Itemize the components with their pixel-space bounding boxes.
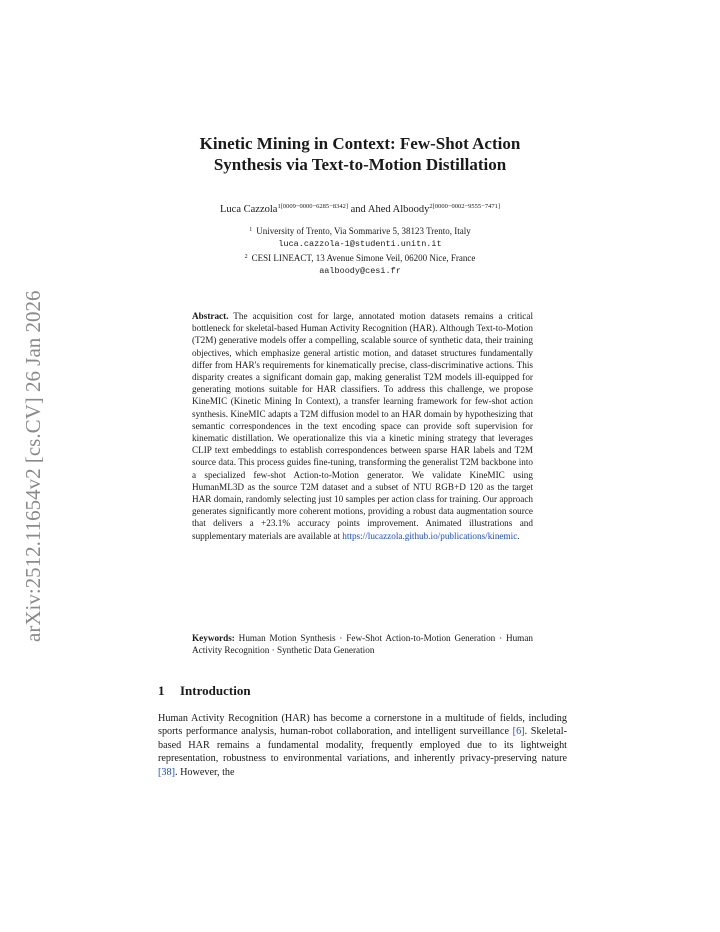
author-conjunction: and (348, 204, 368, 215)
affiliation-2-address: CESI LINEACT, 13 Avenue Simone Veil, 06200 Nice, France (251, 253, 476, 263)
author-name-1: Luca Cazzola (220, 204, 278, 215)
section-heading-introduction (158, 683, 251, 699)
keywords-label: Keywords: (192, 633, 235, 643)
citation-6[interactable]: [6] (512, 726, 525, 738)
abstract-end: . (517, 530, 520, 541)
affiliation-2-email[interactable]: aalboody@cesi.fr (319, 266, 401, 276)
section-number: 1 (158, 683, 165, 698)
section-title: Introduction (180, 683, 251, 698)
intro-text-3: . However, the (174, 766, 235, 778)
affiliations (140, 224, 580, 278)
project-page-link[interactable]: https://lucazzola.github.io/publications/kinemic (342, 530, 518, 541)
title-line-2: Synthesis via Text-to-Motion Distillation (213, 155, 507, 174)
keywords (192, 632, 533, 656)
arxiv-identifier: arXiv:2512.11654v2 [cs.CV] 26 Jan 2026 (21, 290, 45, 642)
author-list (100, 200, 620, 217)
affiliation-2 (140, 251, 580, 265)
intro-text-2: . Skeletal-based HAR remains a fundamental modality, frequently employed due to its lightweight representation, robustness to environmental variations, and inherently privacy-preserving nature (158, 726, 567, 765)
author-2-affiliation-orcid: 2[0000−0002−9555−7471] (429, 203, 500, 210)
title-line-1: Kinetic Mining in Context: Few-Shot Action (199, 134, 521, 153)
intro-text-1: Human Activity Recognition (HAR) has become a cornerstone in a multitude of fields, including sports performance analysis, human-robot collaboration, and intelligent surveillance (158, 713, 567, 738)
keywords-list: Human Motion Synthesis · Few-Shot Action-to-Motion Generation · Human Activity Recognition · Synthetic Data Generation (192, 633, 533, 656)
paper-title (140, 133, 580, 175)
introduction-paragraph (158, 712, 567, 779)
abstract-body: The acquisition cost for large, annotated motion datasets remains a critical bottleneck for skeletal-based Human Activity Recognition (HAR). Although Text-to-Motion (T2M) generative models offer a compelling, scalable source of synthetic data, their training objectives, which emphasize general artistic motion, and dataset structures fundamentally differ from HAR's requirements for kinematically precise, class-discriminative actions. This disparity creates a significant domain gap, making generalist T2M models ill-equipped for generating motions suitable for HAR classifiers. To address this challenge, we propose KineMIC (Kinetic Mining In Context), a transfer learning framework for few-shot action synthesis. KineMIC adapts a T2M diffusion model to an HAR domain by hypothesizing that semantic correspondences in the text encoding space can provide soft supervision for kinematic distillation. We operationalize this via a kinetic mining strategy that leverages CLIP text embeddings to establish correspondences between sparse HAR labels and T2M source data. This process guides fine-tuning, transforming the generalist T2M backbone into a specialized few-shot Action-to-Motion generator. We validate KineMIC using HumanML3D as the source T2M dataset and a subset of NTU RGB+D 120 as the target HAR domain, randomly selecting just 10 samples per action class for training. Our approach generates significantly more coherent motions, providing a robust data augmentation source that delivers a +23.1% accuracy points improvement. Animated illustrations and supplementary materials are available at (192, 311, 533, 541)
author-1-affiliation-orcid: 1[0009−0000−6285−8342] (277, 203, 349, 210)
abstract (192, 310, 533, 542)
affiliation-1-address: University of Trento, Via Sommarive 5, 38123 Trento, Italy (256, 226, 471, 236)
affiliation-1-email[interactable]: luca.cazzola-1@studenti.unitn.it (278, 239, 442, 249)
citation-38[interactable]: [38] (158, 766, 175, 778)
affiliation-1 (140, 224, 580, 238)
author-name-2: Ahed Alboody (367, 204, 430, 215)
affiliation-2-marker: 2 (244, 254, 248, 260)
affiliation-1-marker: 1 (249, 227, 253, 233)
abstract-label: Abstract. (192, 311, 229, 321)
